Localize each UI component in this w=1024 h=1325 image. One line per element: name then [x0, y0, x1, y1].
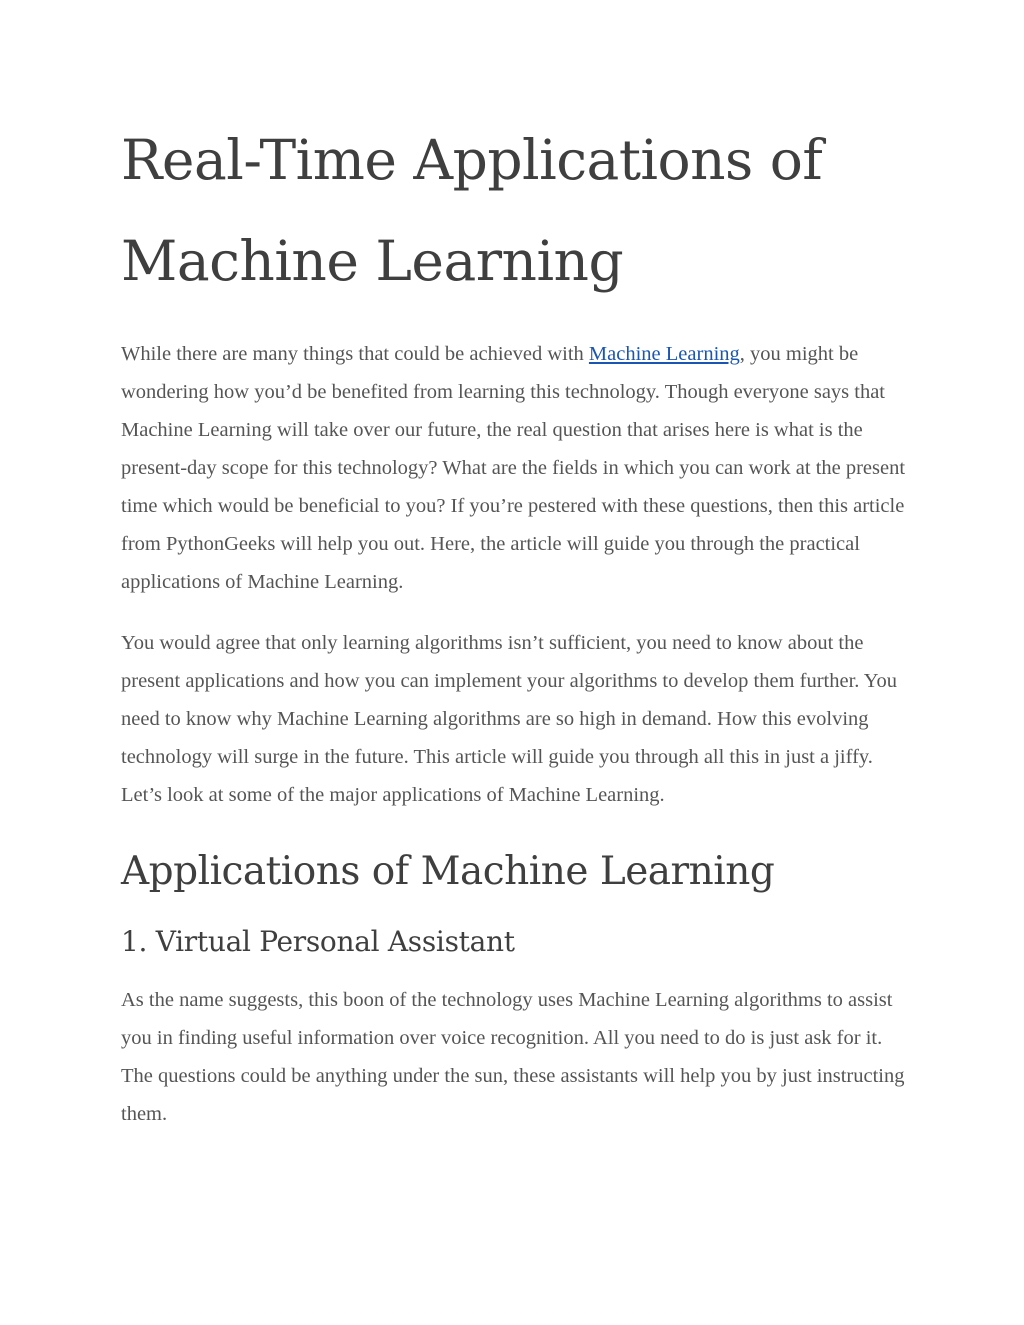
page-title: Real-Time Applications of Machine Learning — [121, 128, 823, 293]
subsection-heading: 1. Virtual Personal Assistant — [121, 925, 515, 958]
intro-paragraph-1 — [121, 335, 911, 601]
intro-paragraph-2: You would agree that only learning algorithms isn’t sufficient, you need to know about the present applications and how you can implement your algorithms to develop them further. You need to know why Machine Learning algorithms are so high in demand. How this evolving technology will surge in the future. This article will guide you through all this in just a jiffy. Let’s look at some of the major applications of Machine Learning. — [121, 632, 898, 806]
section-heading: Applications of Machine Learning — [121, 849, 775, 894]
machine-learning-link[interactable]: Machine Learning — [588, 343, 740, 365]
subsection-paragraph: As the name suggests, this boon of the technology uses Machine Learning algorithms to assist you in finding useful information over voice recognition. All you need to do is just ask for it. The questions could be anything under the sun, these assistants will help you by just instructing them. — [121, 989, 905, 1125]
article — [121, 110, 911, 1156]
intro-text-before-link: While there are many things that could be achieved with — [121, 343, 589, 365]
intro — [121, 335, 911, 814]
intro-text-after-link: , you might be wondering how you’d be benefited from learning this technology. Though everyone says that Machine Learning will take over our future, the real question that arises here is what is the present-day scope for this technology? What are the fields in which you can work at the present time which would be beneficial to you? If you’re pestered with these questions, then this article from PythonGeeks will help you out. Here, the article will guide you through the practical applications of Machine Learning. — [121, 343, 906, 593]
